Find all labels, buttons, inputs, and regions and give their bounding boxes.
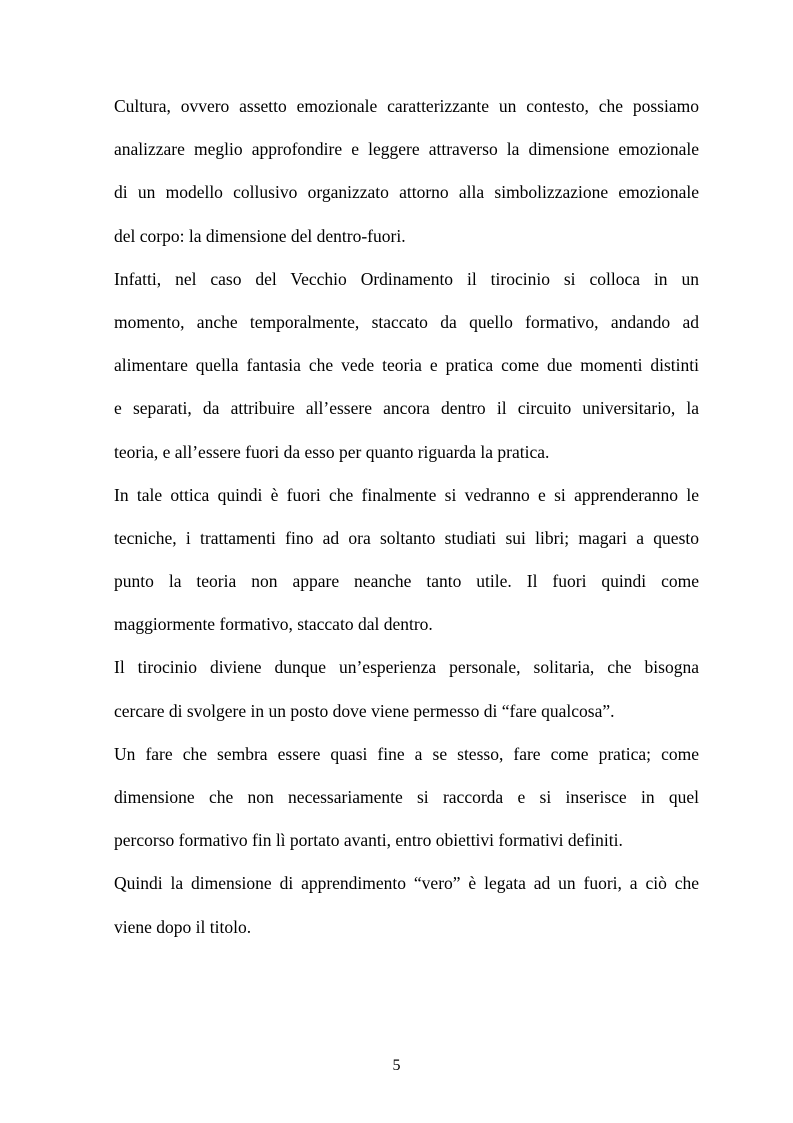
text-line: percorso formativo fin lì portato avanti, entro obiettivi formativi definiti. xyxy=(114,830,623,851)
text-line: Cultura, ovvero assetto emozionale caratterizzante un contesto, che possiamo xyxy=(114,96,699,116)
text-line: Quindi la dimensione di apprendimento “vero” è legata ad un fuori, a ciò che xyxy=(114,873,699,894)
text-line: maggiormente formativo, staccato dal dentro. xyxy=(114,614,433,635)
body-text xyxy=(114,89,699,953)
text-line: e separati, da attribuire all’essere ancora dentro il circuito universitario, la xyxy=(114,398,699,419)
text-line: di un modello collusivo organizzato attorno alla simbolizzazione emozionale xyxy=(114,182,699,203)
text-line: del corpo: la dimensione del dentro-fuori. xyxy=(114,225,406,246)
text-line: Il tirocinio diviene dunque un’esperienza personale, solitaria, che bisogna xyxy=(114,657,699,678)
text-line: dimensione che non necessariamente si raccorda e si inserisce in quel xyxy=(114,787,699,807)
text-line: cercare di svolgere in un posto dove viene permesso di “fare qualcosa”. xyxy=(114,700,615,721)
text-line: viene dopo il titolo. xyxy=(114,916,252,937)
text-line: momento, anche temporalmente, staccato da quello formativo, andando ad xyxy=(114,311,699,332)
page-number: 5 xyxy=(392,1057,401,1074)
text-line: punto la teoria non appare neanche tanto utile. Il fuori quindi come xyxy=(114,571,699,592)
text-line: alimentare quella fantasia che vede teoria e pratica come due momenti distinti xyxy=(114,355,699,376)
text-line: tecniche, i trattamenti fino ad ora soltanto studiati sui libri; magari a questo xyxy=(114,527,699,548)
text-line: Un fare che sembra essere quasi fine a se stesso, fare come pratica; come xyxy=(114,743,699,764)
text-line: Infatti, nel caso del Vecchio Ordinamento il tirocinio si colloca in un xyxy=(114,268,699,289)
text-line: analizzare meglio approfondire e leggere attraverso la dimensione emozionale xyxy=(114,139,699,160)
text-line: In tale ottica quindi è fuori che finalmente si vedranno e si apprenderanno le xyxy=(114,484,699,505)
text-line: teoria, e all’essere fuori da esso per quanto riguarda la pratica. xyxy=(114,441,550,462)
